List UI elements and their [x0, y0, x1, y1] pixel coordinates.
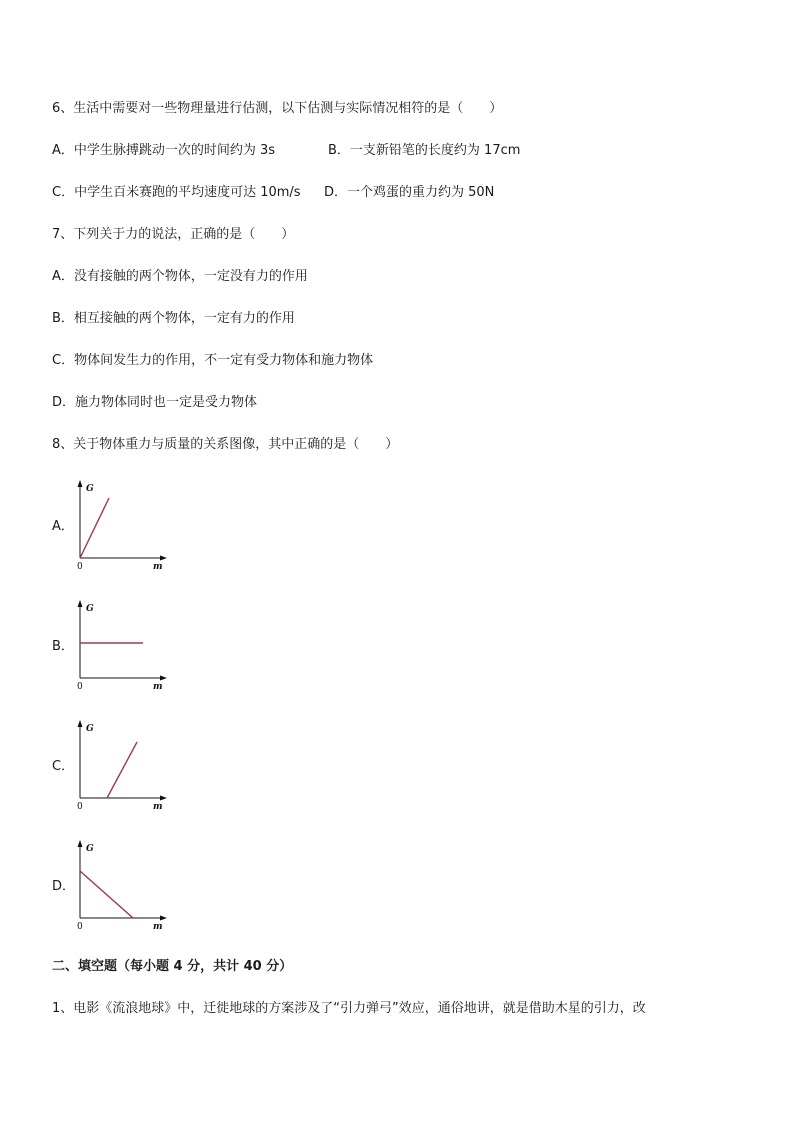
- graph-d-y-label: G: [86, 844, 94, 854]
- section2-q1-text: 1、电影《流浪地球》中，迁徙地球的方案涉及了“引力弹弓”效应，通俗地讲，就是借助木星的引力，改: [52, 1001, 646, 1016]
- q8-option-d: [52, 838, 182, 938]
- q8-option-d-label: D．: [52, 879, 76, 894]
- graph-a-line: [80, 498, 109, 558]
- q7-option-c: C．物体间发生力的作用，不一定有受力物体和施力物体: [52, 353, 374, 368]
- q7-option-d: D．施力物体同时也一定是受力物体: [52, 395, 258, 410]
- q7-stem: 7、下列关于力的说法，正确的是（ ）: [52, 227, 295, 242]
- graph-c-y-label: G: [86, 724, 94, 734]
- graph-c: [72, 718, 182, 818]
- q7-option-b: B．相互接触的两个物体，一定有力的作用: [52, 311, 295, 326]
- graph-a-origin: 0: [77, 562, 83, 572]
- graph-d-x-label: m: [153, 922, 163, 932]
- graph-a-x-label: m: [153, 562, 163, 572]
- graph-d-line: [80, 871, 133, 918]
- q6-option-d: D．一个鸡蛋的重力约为 50N: [324, 185, 495, 200]
- graph-b-x-label: m: [153, 682, 163, 692]
- q7-option-a: A．没有接触的两个物体，一定没有力的作用: [52, 269, 308, 284]
- q6-option-a: A．中学生脉搏跳动一次的时间约为 3s: [52, 143, 276, 158]
- graph-c-line: [107, 742, 137, 798]
- q6-stem: 6、生活中需要对一些物理量进行估测，以下估测与实际情况相符的是（ ）: [52, 101, 503, 116]
- graph-b-y-label: G: [86, 604, 94, 614]
- graph-a: [72, 478, 182, 578]
- graph-d-origin: 0: [77, 922, 83, 932]
- q6-option-c: C．中学生百米赛跑的平均速度可达 10m/s: [52, 185, 301, 200]
- graph-b: [72, 598, 182, 698]
- q8-option-b-label: B．: [52, 639, 74, 654]
- q8-option-c-label: C．: [52, 759, 75, 774]
- q8-stem: 8、关于物体重力与质量的关系图像，其中正确的是（ ）: [52, 437, 399, 452]
- graph-c-x-label: m: [153, 802, 163, 812]
- graph-d: [72, 838, 182, 938]
- q8-option-c: [52, 718, 182, 818]
- q8-option-a: [52, 478, 182, 578]
- graph-b-origin: 0: [77, 682, 83, 692]
- section2-heading: 二、填空题（每小题 4 分，共计 40 分）: [52, 959, 293, 974]
- q8-option-b: [52, 598, 182, 698]
- q6-option-b: B．一支新铅笔的长度约为 17cm: [328, 143, 521, 158]
- graph-c-origin: 0: [77, 802, 83, 812]
- graph-a-y-label: G: [86, 484, 94, 494]
- q8-option-a-label: A．: [52, 519, 74, 534]
